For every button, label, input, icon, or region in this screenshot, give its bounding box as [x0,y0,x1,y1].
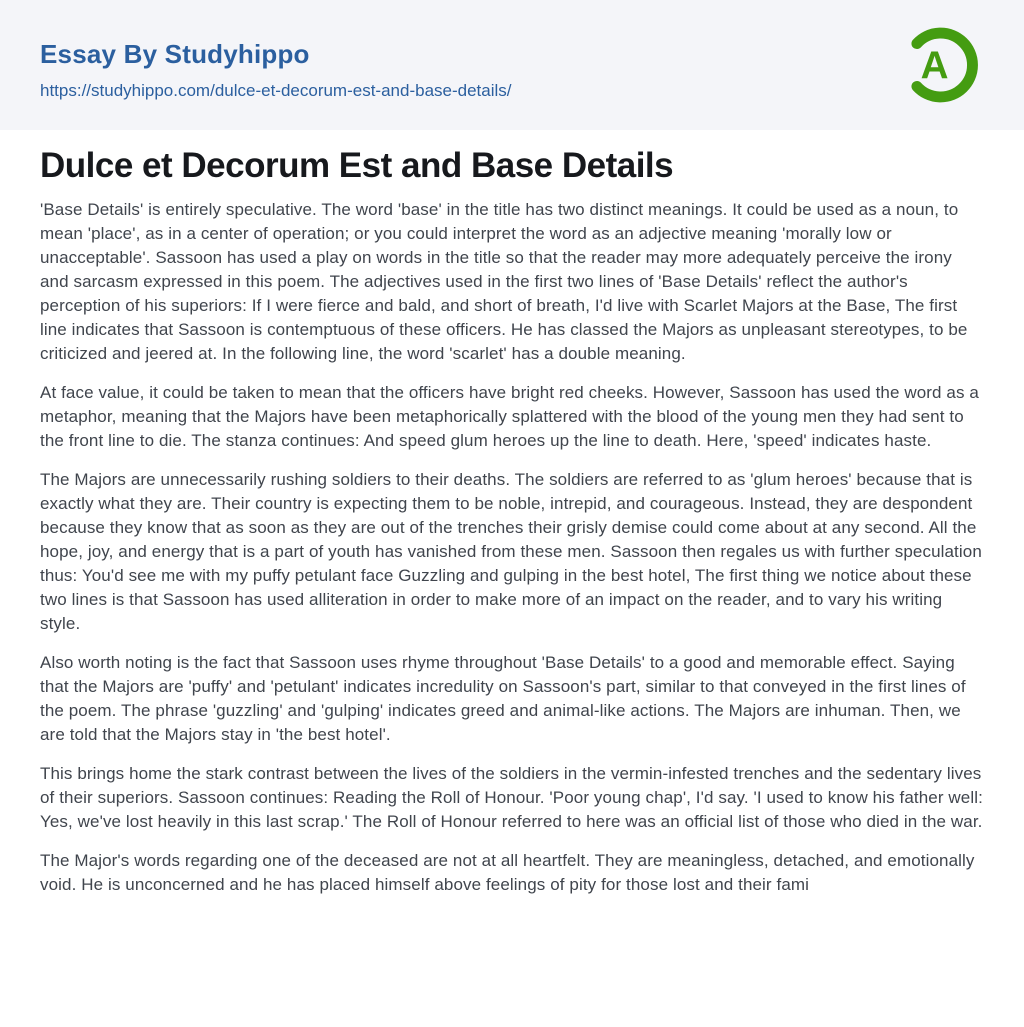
studyhippo-logo-icon [898,23,982,107]
logo-letter: A [920,44,949,88]
site-title: Essay By Studyhippo [40,39,310,69]
header-text-block [40,29,512,101]
article-paragraph: This brings home the stark contrast between the lives of the soldiers in the vermin-infested trenches and the sedentary lives of their superiors. Sassoon continues: Reading the Roll of Honour. 'Poor young chap', I'd say. 'I used to know his father well: Yes, we've lost heavily in this last scrap.' The Roll of Honour referred to here was an official list of those who died in the war. [40,764,983,831]
article-paragraph: 'Base Details' is entirely speculative. The word 'base' in the title has two distinct meanings. It could be used as a noun, to mean 'place', as in a center of operation; or you could interpret the word as an adjective meaning 'morally low or unacceptable'. Sassoon has used a play on words in the title so that the reader may more adequately perceive the irony and sarcasm expressed in this poem. The adjectives used in the first two lines of 'Base Details' reflect the author's perception of his superiors: If I were fierce and bald, and short of breath, I'd live with Scarlet Majors at the Base, The first line indicates that Sassoon is contemptuous of these officers. He has classed the Majors as unpleasant stereotypes, to be criticized and jeered at. In the following line, the word 'scarlet' has a double meaning. [40,200,968,363]
article-paragraph: The Major's words regarding one of the deceased are not at all heartfelt. They are meaningless, detached, and emotionally void. He is unconcerned and he has placed himself above feelings of pity for those lost and their fami [40,851,975,894]
article-paragraph: The Majors are unnecessarily rushing soldiers to their deaths. The soldiers are referred to as 'glum heroes' because that is exactly what they are. Their country is expecting them to be noble, intrepid, and courageous. Instead, they are despondent because they know that as soon as they are out of the trenches their grisly demise could come about at any second. All the hope, joy, and energy that is a part of youth has vanished from these men. Sassoon then regales us with further speculation thus: You'd see me with my puffy petulant face Guzzling and gulping in the best hotel, The first thing we notice about these two lines is that Sassoon has used alliteration in order to make more of an impact on the reader, and to vary his writing style. [40,470,982,633]
source-url-link[interactable]: https://studyhippo.com/dulce-et-decorum-est-and-base-details/ [40,81,512,100]
article-paragraph: Also worth noting is the fact that Sassoon uses rhyme throughout 'Base Details' to a good and memorable effect. Saying that the Majors are 'puffy' and 'petulant' indicates incredulity on Sassoon's part, similar to that conveyed in the first lines of the poem. The phrase 'guzzling' and 'gulping' indicates greed and animal-like actions. The Majors are inhuman. Then, we are told that the Majors stay in 'the best hotel'. [40,653,966,744]
article-title: Dulce et Decorum Est and Base Details [40,146,674,185]
article-paragraph: At face value, it could be taken to mean that the officers have bright red cheeks. However, Sassoon has used the word as a metaphor, meaning that the Majors have been metaphorically splattered with the blood of the young men they had sent to the front line to die. The stanza continues: And speed glum heroes up the line to death. Here, 'speed' indicates haste. [40,383,979,450]
article-content [0,146,1024,897]
article-body [40,198,984,897]
page-header [0,0,1024,130]
